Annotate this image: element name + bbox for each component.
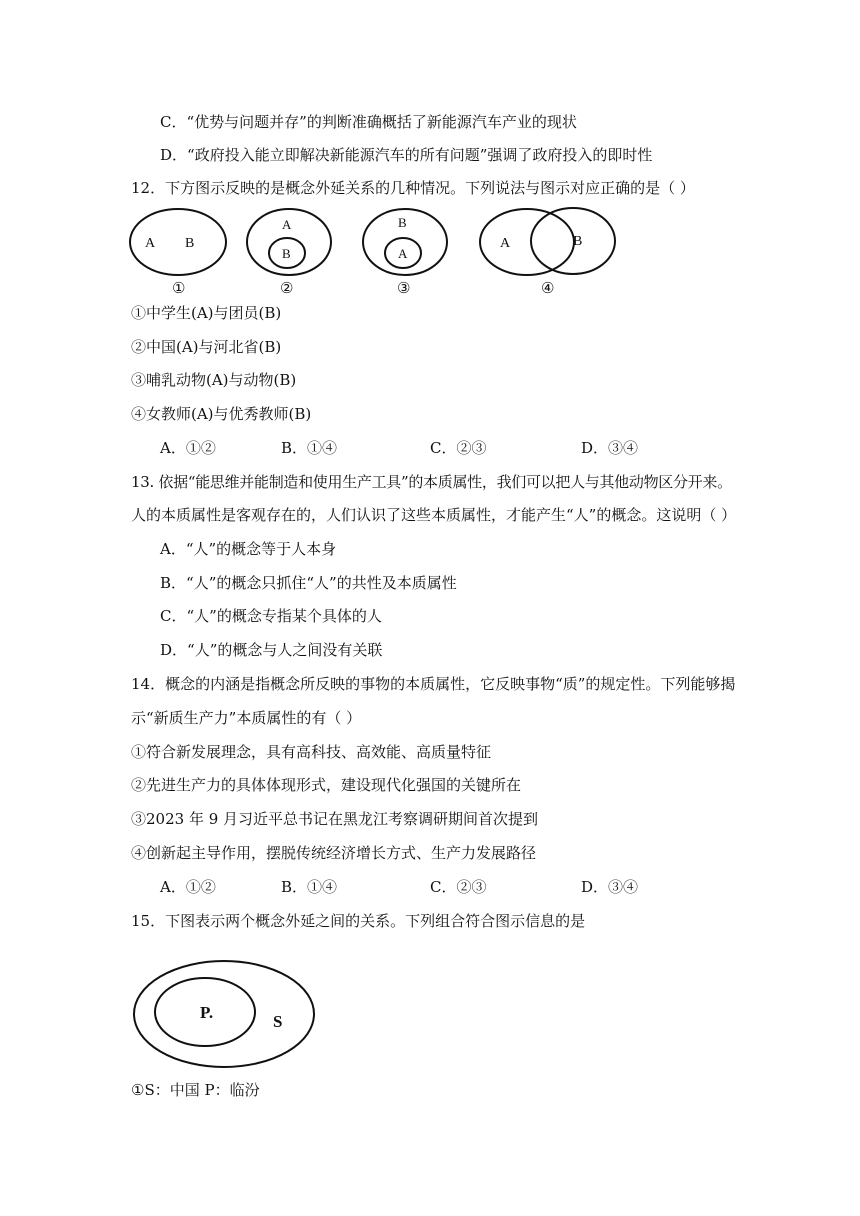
diagram-4-left-label: A	[500, 236, 511, 251]
q14-item-2: ②先进生产力的具体体现形式，建设现代化强国的关键所在	[131, 776, 522, 794]
q15-item-1: ①S：中国 P：临汾	[131, 1081, 260, 1099]
q14-choice-a[interactable]: A．①②	[160, 878, 216, 896]
q12-choice-c[interactable]: C．②③	[430, 439, 487, 457]
diagram-3-inclusion	[363, 209, 447, 297]
diagram-1-label-a: A	[145, 236, 156, 251]
q11-option-d: D．“政府投入能立即解决新能源汽车的所有问题”强调了政府投入的即时性	[160, 146, 653, 164]
diagram-2-number: ②	[280, 281, 294, 297]
diagram-2-inclusion	[247, 209, 331, 297]
diagram-3-outer-label: B	[398, 215, 407, 230]
diagram-1-number: ①	[172, 281, 186, 297]
q14-choice-c[interactable]: C．②③	[430, 878, 487, 896]
q12-concept-diagram	[125, 205, 645, 305]
q12-item-2: ②中国(A)与河北省(B)	[131, 338, 282, 356]
q15-concept-diagram	[132, 960, 332, 1070]
q13-option-a[interactable]: A．“人”的概念等于人本身	[160, 540, 337, 558]
outer-concept-circle	[134, 961, 314, 1067]
q14-item-3: ③2023 年 9 月习近平总书记在黑龙江考察调研期间首次提到	[131, 810, 539, 828]
inner-label-p: P.	[200, 1003, 214, 1022]
q13-stem-line-2: 人的本质属性是客观存在的，人们认识了这些本质属性，才能产生“人”的概念。这说明（ ）	[131, 506, 737, 524]
q12-choice-a[interactable]: A．①②	[160, 439, 216, 457]
q14-choice-b[interactable]: B．①④	[281, 878, 338, 896]
diagram-3-inner-label: A	[398, 246, 408, 261]
q14-item-1: ①符合新发展理念，具有高科技、高效能、高质量特征	[131, 743, 492, 761]
q14-stem-line-1: 14．概念的内涵是指概念所反映的事物的本质属性，它反映事物“质”的规定性。下列能够揭	[131, 675, 736, 693]
diagram-2-outer-label: A	[282, 217, 292, 232]
q14-stem-line-2: 示“新质生产力”本质属性的有（ ）	[131, 709, 362, 727]
diagram-4-right-label: B	[573, 234, 583, 249]
diagram-3-number: ③	[397, 281, 411, 297]
q13-option-d[interactable]: D．“人”的概念与人之间没有关联	[160, 641, 383, 659]
q13-option-c[interactable]: C．“人”的概念专指某个具体的人	[160, 607, 382, 625]
diagram-2-inner-label: B	[282, 246, 291, 261]
q13-option-b[interactable]: B．“人”的概念只抓住“人”的共性及本质属性	[160, 574, 457, 592]
q12-choice-d[interactable]: D．③④	[581, 439, 639, 457]
outer-label-s: S	[273, 1012, 283, 1031]
q12-item-3: ③哺乳动物(A)与动物(B)	[131, 371, 297, 389]
q14-choice-d[interactable]: D．③④	[581, 878, 639, 896]
q12-item-4: ④女教师(A)与优秀教师(B)	[131, 405, 312, 423]
diagram-1-identity	[130, 209, 226, 297]
q12-stem: 12．下方图示反映的是概念外延关系的几种情况。下列说法与图示对应正确的是（ ）	[131, 179, 695, 197]
q14-item-4: ④创新起主导作用，摆脱传统经济增长方式、生产力发展路径	[131, 844, 537, 862]
diagram-1-label-b: B	[185, 236, 195, 251]
q13-stem-line-1: 13. 依据“能思维并能制造和使用生产工具”的本质属性，我们可以把人与其他动物区分开来。	[131, 473, 732, 491]
q12-item-1: ①中学生(A)与团员(B)	[131, 304, 282, 322]
q12-choice-b[interactable]: B．①④	[281, 439, 338, 457]
q11-option-c: C．“优势与问题并存”的判断准确概括了新能源汽车产业的现状	[160, 113, 577, 131]
diagram-4-overlap	[480, 208, 615, 297]
diagram-4-number: ④	[541, 281, 555, 297]
q15-stem: 15．下图表示两个概念外延之间的关系。下列组合符合图示信息的是	[131, 912, 586, 930]
